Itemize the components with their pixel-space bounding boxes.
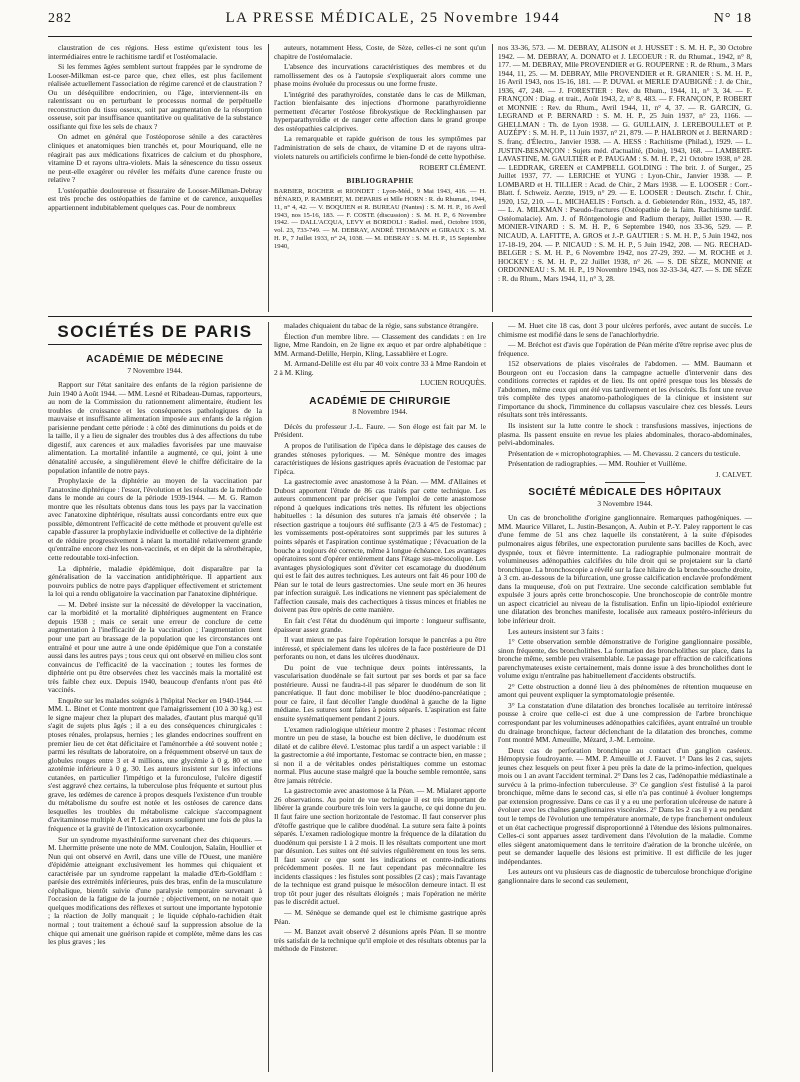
paragraph: 1° Cette observation semble démonstrative de l'origine ganglionnaire possible, sinon fréquente, des broncholithes. La formation des broncholithes sur place, dans la bronche même, semble peu vraisemblable. Le passage par effraction de calcifications parenchymateuses existe certainement, mais donne issue à des broncholithes dont le volume exigu n'entraîne pas habituellement d'accidents obstructifs. <box>498 637 752 681</box>
header-rule <box>48 36 752 37</box>
paragraph: — M. Banzet avait observé 2 désunions après Péan. Il se montre très satisfait de la technique qu'il emploie et des résultats obtenus par la méthode de Finsterer. <box>274 927 486 954</box>
paragraph: Un cas de broncholithe d'origine ganglionnaire. Remarques pathogéniques. — MM. Maurice Villaret, L. Justin-Besançon, A. Aubin et P.-Y. Paley rapportent le cas d'une femme de 51 ans chez laquelle ils constatèrent, à la suite d'épisodes pulmonaires aigus fébriles, une expectoration purulente sans bacilles de Koch, avec dyspnée, toux et fièvre intermittente. La radiographie pulmonaire montrait de volumineuses adénopathies calcifiées du hile droit qui se projetaient sur la clarté bronchique. La bronchoscopie a révélé sur la face hilaire de la bronche-souche droite, à 3 cm. au-dessous de la bifurcation, une grosse calcification enclavée profondément dans la muqueuse, d'où on put l'extraire. Une seconde calcification semblable fut expulsée 3 jours après cette bronchoscopie. Une bronchoscopie de contrôle montre un aspect cicatriciel au niveau de la fistulisation. Enfin un lipio-lipiodol extérieure une dilatation des bronches manifeste, localisée aux rameaux postéro-inférieurs du lobe inférieur droit. <box>498 513 752 625</box>
column-divider <box>268 44 269 312</box>
paragraph: Les auteurs ont vu plusieurs cas de diagnostic de tuberculose bronchique d'origine ganglionnaire dans le second cas seulement, <box>498 867 752 885</box>
bibliography-text: BARBIER, ROCHER et RIONDET : Lyon-Méd., 9 Mai 1943, 416. — H. BÉNARD, P. RAMBERT, M. DEPARIS et Mlle HORN : R. du Rhumat., 1944, 11, n° 4, 42. — V. BOQUIEN et R. BUREAU (Nantes) : S. M. H. P., 16 Avril 1943, nos 15-16, 183. — F. COSTE (discussion) : S. M. H. P., 6 Novembre 1942. — DALL'ACQUA, LEVY et BORDOLI : Radiol. med., Octobre 1936, vol. 23, 733-749. — M. DEBRAY, ANDRÉ THOMANN et GIRAUX : S. M. H. P., 7 Juillet 1933, n° 24, 1038. — M. DEBRAY : S. M. H. P., 15 Septembre 1940, <box>274 188 486 250</box>
paragraph: Enquête sur les malades soignés à l'hôpital Necker en 1940-1944. — MM. L. Binet et Conte montrent que l'amaigrissement (10 à 30 kg.) est le signe majeur chez la plupart des malades, d'autant plus marqué qu'il s'agit de sujets plus âgés ; il a eu des conséquences chirurgicales : ptoses rénales, prolapsus, hernies ; les glandes endocrines souffrent en premier lieu de cet état déficitaire et l'aménorrhée a été souvent notée ; parmi les résultats de laboratoire, on a fréquemment observé un taux de globules rouges entre 3 et 4 millions, une glycémie à 0 g. 80 et une azotémie inférieure à 0 g. 30. Les auteurs insistent sur les infections cutanées, en particulier l'impétigo et la furonculose, l'ulcère digestif s'est aggravé chez certains, la tuberculose plus fréquente et surtout plus grave, les œdèmes de carence à propos desquels l'existence d'un trouble du métabolisme du soufre est notée et les ostéoses de carence dans lesquelles les troubles du métabolisme calcique s'accompagnent d'avitaminose multiple A et P. Les auteurs soulignent une fois de plus la fréquence et la gravité de l'intoxication oxycarbonée. <box>48 695 262 833</box>
paragraph: claustration de ces régions. Hess estime qu'existent tous les intermédiaires entre le rachitisme tardif et l'ostéomalacie. <box>48 44 262 61</box>
paragraph: La gastrectomie avec anastomose à la Péan. — MM. d'Allaines et Dubost apportent l'étude de 86 cas traités par cette technique. Les auteurs commencent par préciser que l'emploi de cette anastomose répond à quelques indications très nettes. Ils réfutent les objections habituelles : la désunion des sutures n'a jamais été observée ; la résection gastrique a toujours été suffisante (2/3 à 4/5 de l'estomac) ; les vomissements post-opératoires sont supprimés par les sutures à points séparés et l'aspiration continue systématique ; l'évacuation de la bouche a toujours été correcte, même à longue échéance. Les avantages opératoires sont d'opérer entièrement dans l'étage sus-mésocolique. Les avantages physiologiques sont d'éviter cet escamotage du duodénum qui est le fait des autres techniques. Les auteurs ont fait 46 pour 100 de Péan sur le total de leurs gastrectomies. Une seule mort en 36 heures par infection suraiguë. Les indications ne viennent pas spécialement de l'affection causale, mais des cachectiques à tissus minces et friables ne doivent pas être opérés de cette manière. <box>274 477 486 615</box>
bibliography-continued: nos 33-36, 573. — M. DEBRAY, ALISON et J. HUSSET : S. M. H. P., 30 Octobre 1942. — M. DEBRAY, A. DONATO et J. LECOEUR : R. du Rhumat., 1942, n° 8, 177. — M. DEBRAY, Mlle PROVENDIER et G. ROUPERNE : R. de Rhum., 3 Mars 1944, 11, 25. — M. DEBRAY, Mlle PROVENDIER et R. GRANIER : S. M. H. P., 16 Avril 1943, nos 15-16, 181. — P. DUVAL et MERLE D'AUBIGNÉ : J. de Chir., 1936, 47, 248. — J. FORESTIER : Rev. du Rhum., 1944, 11, n° 3, 34. — F. FRANÇON : Diag. et trait., Août 1943, 2, n° 8, 483. — F. FRANÇON, P. ROBERT et MONNIE : Rev. du Rhum., Avril 1944, 11, n° 4, 37. — R. GARCIN, G. LEGRAND et P. BERNARD : S. M. H. P., 25 Juin 1937, n° 23, 1166. — GHELLMAN : Th. de Lyon 1938. — G. GUILLAIN, J. LEREBOULLET et P. AUZÉPY : S. M. H. P., 11 Juin 1937, n° 21, 879. — P. HALBRON et J. BERNARD : S. franç. d'Électro., Janvier 1938. — A. HESS : Rachitisme (Philad.), 1929. — L. JUSTIN-BESANÇON : Sujets méd. d'actualité, (Doin), 1943, 168. — LAMBERT-LAVASTINE, M. GAULTIER et P. PAUGAM : S. M. H. P., 21 Octobre 1938, n° 28. — LEDDRAK, GREEN et CAMPBELL GOLDING : The brit. J. of Surger., 25 Juillet 1937, 77. — LERICHE et YUNG : Lyon-Chir., Janvier 1938. — P. LOMBARD et H. TILLIER : Acad. de Chir., 2 Mars 1938. — E. LOOSER : Corr.-Blatt. f. Schweiz. Aerzte, 1919, n° 29. — E. LOOSER : Deutsch. Ztschr. f. Chir., 1920, 152, 210. — L. MICHAELIS : Fortsch. a. d. Gebietender Rön., 1932, 45, 187. — L. A. MILKMAN : Pseudo-fractures (Ostéopathie de la faim. Rachitisme tardif. Ostéomalacie). Am. J. of Röntgenologie and Radium therapy, Juillet 1930. — R. MONIER-VINARD : S. M. H. P., 6 Septembre 1940, nos 33-36, 529. — P. NICAUD, A. LAFITTE, A. GROS et J.-P. GAUTIER : S. M. H. P., 5 Juin 1942, nos 17-18-19, 204. — P. NICAUD : S. M. H. P., 5 Juin 1942, 208. — NG. RECHAD-BELGER : S. M. H. P., 6 Novembre 1942, nos 27-29, 392. — M. ROCHE et J. HOCKEY : S. M. H. P., 22 Juillet 1938, n° 26. — S. DE SÈZE, MONNIE et ORDONNEAU : S. M. H. P., 19 Novembre 1943, nos 32-33-34, 427. — S. DE SÈZE : R. du Rhum., Mars 1944, 11, n° 3, 28. <box>498 44 752 283</box>
article-column-2 <box>274 44 486 312</box>
paragraph: — M. Huet cite 18 cas, dont 3 pour ulcères perforés, avec autant de succès. Le chimisme est modifié dans le sens de l'anachlorhydrie. <box>498 322 752 339</box>
paragraph: La gastrectomie avec anastomose à la Péan. — M. Mialaret apporte 26 observations. Au point de vue technique il est très important de libérer la grande courbure très loin vers la gauche, ce qui donne du jeu. Il faut faire une section horizontale de l'estomac. Il faut conserver plus d'étoffe gastrique que le calibre duodénal. La suture sera faite à points séparés. L'examen radiologique montre la fréquence de la dilatation du duodénum qui persiste 1 à 2 mois. Il les résultats comportent une mort par désunion. Les suites ont été suivies régulièrement en tous les sens. Il faut savoir ce que sont les indications et contre-indications précédemment posées. Il ne faut cependant pas méconnaître les incidents classiques : les fistules sont possibles (2 cas) ; mais l'avantage de la technique est grand puisque le mésocôlon demeure intact. Il est trop tôt pour juger des résultats éloignés ; mais l'opération ne mérite pas le discrédit actuel. <box>274 786 486 907</box>
separator <box>605 482 645 483</box>
column-divider <box>492 322 493 1072</box>
paragraph: Sur un syndrome myasthéniforme survenant chez des chiqueurs. — M. Lhermitte présente une note de MM. Couloujon, Salaün, Houllier et Nun qui ont observé en Avril, dans une ville de l'Ouest, une manière d'épidémie atteignant exclusivement les hommes qui chiquaient et caractérisée par un syndrome rappelant la maladie d'Erb-Goldflam : parésie des extrémités inférieures, puis des bras, enfin de la musculature céphalique, bientôt suivie d'une paralysie temporaire survenant à l'occasion de la fatigue de la journée ; objectivement, on ne notait que quelques modifications des réflexes et surtout une importante hypotonie ; la réaction de Jolly manquait ; le liquide céphalo-rachidien était normal ; tout traitement a échoué sauf la suppression absolue de la chique qui amenait une guérison rapide et complète, même dans les cas les plus graves ; les <box>48 834 262 947</box>
bibliography-title: BIBLIOGRAPHIE <box>346 175 414 185</box>
journal-title: LA PRESSE MÉDICALE, 25 Novembre 1944 <box>225 10 561 26</box>
report-author: J. CALVET. <box>715 469 752 479</box>
paragraph: Prophylaxie de la diphtérie au moyen de la vaccination par l'anatoxine diphtérique : l'essor, l'évolution et les résultats de la méthode dans le monde au cours de la période 1939-1944. — M. G. Ramon montre que les résultats obtenus dans tous les pays par la vaccination avec l'anatoxine diphtérique, résultats aussi concordants entre eux que possible, démontrent l'efficacité de cette méthode et prouvent qu'elle est capable d'assurer la prophylaxie individuelle et collective de la diphtérie et de réduire progressivement à néant la mortalité relativement grande qu'entraîne encore chez les non-vaccinés, et en dépit de la sérothérapie, cette redoutable toxi-infection. <box>48 476 262 563</box>
paragraph: L'absence des incurvations caractéristiques des membres et du ramollissement des os à l'autopsie s'expliquerait alors comme une phase moins évoluée du processus ou une forme fruste. <box>274 62 486 89</box>
paragraph: L'examen radiologique ultérieur montre 2 phases : l'estomac récent montre un peu de stase, la bouche est bien déclive, le duodénum est dilaté et de calibre élevé. L'estomac plus tardif a un aspect variable : il la gastrectomie a été importante, l'estomac se contracte bien, en masse ; si non il a de véritables ondes péristaltiques comme un estomac normal. Plus aucune stase malgré que la bouche semble remontée, sans être jamais rétrécie. <box>274 724 486 785</box>
paragraph: Décès du professeur J.-L. Faure. — Son éloge est fait par M. le Président. <box>274 421 486 440</box>
paragraph: 3° La constatation d'une dilatation des bronches localisée au territoire intéressé pousse à croire que celle-ci est due à une compression de l'arbre bronchique correspondant par les volumineuses adénopathies calcifiées, ayant entraîné un trouble du drainage bronchique, facteur déclenchant de la dilatation des bronches, comme l'ont montré MM. Ameuille, Mézard, J.-M. Lemoine. <box>498 700 752 745</box>
paragraph: En fait c'est l'état du duodénum qui importe : longueur suffisante, épaisseur assez grande. <box>274 615 486 634</box>
section-title-rule <box>48 344 262 345</box>
society-column-3 <box>498 322 752 1072</box>
paragraph: 2° Cette obstruction a donné lieu à des phénomènes de rétention muqueuse en amont qui peuvent expliquer la symptomatologie présentée. <box>498 681 752 700</box>
section-title: SOCIÉTÉS DE PARIS <box>57 322 253 341</box>
society-column-1 <box>48 350 262 1072</box>
paragraph: Les auteurs insistent sur 3 faits : <box>508 626 604 636</box>
paragraph: On admet en général que l'ostéoporose sénile a des caractères cliniques et anatomiques bien tranchés et, pour Mouriquand, elle ne réagirait pas aux médications fixatrices de calcium et du phosphore, vitamine D et rayons ultra-violets. Mais la sénescence du tissu osseux ne peut-elle exagérer ou révéler les méfaits d'une carence fruste ou relative ? <box>48 132 262 185</box>
paragraph: — M. Debré insiste sur la nécessité de développer la vaccination, car la morbidité et la mortalité diphtériques augmentent en France depuis 1938 ; mais ce serait une erreur de conclure de cette augmentation à l'inefficacité de la vaccination ; l'augmentation tient pour une part au brassage de la population que les circonstances ont entraîné et pour une autre à une onde épidémique que l'on a constatée aussi dans les autres pays ; tous ceux qui ont observé en milieu clos sont convaincus de l'efficacité de la vaccination ; toutes les formes de diphtérie ont pu être observées chez les vaccinés mais la mortalité est très faible chez eux. Depuis 1940, beaucoup d'enfants n'ont pas été vaccinés. <box>48 599 262 695</box>
paragraph: Élection d'un membre libre. — Classement des candidats : en 1re ligne, Mme Randoin, en 2e ligne ex æquo et par ordre alphabétique : MM. Armand-Delille, Herpin, Kling, Lassablière et Logre. <box>274 331 486 358</box>
paragraph: Il vaut mieux ne pas faire l'opération lorsque le pancréas a pu être intéressé, et spécialement dans les ulcères de la face postérieure de D1 perforants ou non, et dans les ulcères duodénaux. <box>274 635 486 662</box>
paragraph: A propos de l'utilisation de l'ipéca dans le dépistage des causes de grandes sténoses pyloriques. — M. Sénèque montre des images caractéristiques de lésions gastriques après évacuation de l'estomac par l'ipéca. <box>274 441 486 476</box>
paragraph: auteurs, notamment Hess, Coste, de Sèze, celles-ci ne sont qu'un chapitre de l'ostéomalacie. <box>274 44 486 61</box>
paragraph: 152 observations de plaies viscérales de l'abdomen. — MM. Baumann et Bourgeon ont eu l'occasion dans la campagne actuelle d'intervenir dans des conditions correctes et rapides et de lieu. Ils ont opéré presque tous les blessés de l'abdomen, même ceux qui ont été vus tardivement et les éviscérés. Ils font une revue très complète des types anatomo-pathologiques de la clinique et insistent sur l'importance du shock, l'imminence du collapsus vasculaire chez ces blessés. Leurs résultats sont très intéressants. <box>498 359 752 420</box>
society-heading: SOCIÉTÉ MÉDICALE DES HÔPITAUX <box>528 487 722 499</box>
paragraph: Présentation de radiographies. — MM. Rouhier et Vuillème. <box>508 459 687 469</box>
paragraph: Rapport sur l'état sanitaire des enfants de la région parisienne de Juin 1940 à Août 1944. — MM. Lesné et Ribadeau-Dumas, rapporteurs, au nom de la Commission du rationnement alimentaire, étudient les troubles de croissance et les conséquences pathologiques de la mauvaise et insuffisante alimentation imposée aux enfants de la région parisienne pendant cette période : à côté des diminutions du poids et de la taille, il y a lieu de signaler des troubles dus à des affections du tube digestif, aux carences et aux maladies favorisées par une mauvaise alimentation. La mortalité infantile a augmenté, ce qui, joint à une dénatalité accusée, a singulièrement élevé le chiffre déficitaire de la population infantile de notre pays. <box>48 380 262 475</box>
session-date: 7 Novembre 1944. <box>127 365 183 375</box>
paragraph: La diphtérie, maladie épidémique, doit disparaître par la généralisation de la vaccination antidiphtérique. Il appartient aux pouvoirs publics de notre pays d'appliquer effectivement et strictement la loi qui a rendu obligatoire la vaccination par l'anatoxine diphtérique. <box>48 563 262 599</box>
bibliography-column-3 <box>498 44 752 312</box>
column-divider <box>492 44 493 312</box>
paragraph: — M. Bréchot est d'avis que l'opération de Péan mérite d'être reprise avec plus de fréquence. <box>498 340 752 358</box>
report-author: LUCIEN ROUQUÈS. <box>420 378 486 388</box>
paragraph: L'ostéopathie douloureuse et fissuraire de Looser-Milkman-Debray est très proche des ostéopathies de famine et de carence, auxquelles appartiennent indubitablement quelques cas. Pour de nombreux <box>48 185 262 212</box>
paragraph: Du point de vue technique deux points intéressants, la vascularisation duodénale se fait surtout par ses bords et par sa face postérieure. Aussi ne faudra-t-il pas séparer le duodénum de son lit pancréatique. Il faut donc mobiliser le bloc duodéno-pancréatique ; pour ce faire, il faut décoller l'angle duodénal à gauche de la ligne médiane. Les sutures sont faites à points séparés. L'aspiration est faite ensuite systématiquement pendant 2 jours. <box>274 662 486 723</box>
session-date: 3 Novembre 1944. <box>597 498 653 508</box>
paragraph: Présentation de « microphotographies. — M. Chevassu. 2 cancers du testicule. <box>508 448 741 458</box>
society-column-2 <box>274 322 486 1072</box>
paragraph: — M. Sénèque se demande quel est le chimisme gastrique après Péan. <box>274 908 486 926</box>
separator <box>360 391 400 392</box>
paragraph: malades chiquaient du tabac de la régie, sans substance étrangère. <box>284 322 479 330</box>
paragraph: Si les femmes âgées semblent surtout frappées par le syndrome de Looser-Milkman est-ce parce que, chez elles, est plus facilement réalisée actuellement l'association de régime carencé et de claustration ? Ou un déséquilibre endocrinien, ou l'âge, interviennent-ils en ralentissant ou en perturbant le processus normal de perpétuelle reconstruction du tissu osseux, soit par augmentation de la résorption osseuse, soit par insuffisance quantitative ou qualitative de la substance ossifiante qui fixe les sels de chaux ? <box>48 62 262 131</box>
paragraph: Ils insistent sur la lutte contre le shock : transfusions massives, injections de plasma. Ils passent ensuite en revue les plaies abdominales, thoraco-abdominales, pelvi-abdominales. <box>498 421 752 448</box>
issue-number: N° 18 <box>713 11 752 26</box>
section-rule <box>48 316 752 317</box>
academy-heading: ACADÉMIE DE CHIRURGIE <box>309 395 451 407</box>
academy-heading: ACADÉMIE DE MÉDECINE <box>86 354 224 365</box>
page-number: 282 <box>48 11 72 26</box>
article-author: ROBERT CLÉMENT. <box>419 163 486 173</box>
page-header <box>48 10 752 34</box>
column-divider <box>268 322 269 1072</box>
paragraph: L'intégrité des parathyroïdes, constatée dans le cas de Milkman, l'action bienfaisante des injections d'hormone parathyroïdienne permettent d'écarter l'ostéose fibrokystique de Recklinghausen par hyperparathyroïdie et de ranger cette affection dans le grand groupe des ostéopathies calciprives. <box>274 89 486 133</box>
paragraph: La remarquable et rapide guérison de tous les symptômes par l'administration de sels de chaux, de vitamine D et de rayons ultra-violets naturels ou artificiels confirme le bien-fondé de cette hypothèse. <box>274 134 486 161</box>
paragraph: M. Armand-Delille est élu par 40 voix contre 33 à Mme Randoin et 2 à M. Kling. <box>274 359 486 377</box>
article-column-1 <box>48 44 262 312</box>
paragraph: Deux cas de perforation bronchique au contact d'un ganglion caséeux. Hémoptysie foudroyante. — MM. P. Ameuille et J. Fauvet. 1° Dans les 2 cas, sujets jeunes chez lesquels on peut fixer à peu près la date de la primo-infection, quelques mois ou 1 an avant l'accident terminal. 2° Dans les 2 cas, l'adénopathie médiastinale a survécu à la primo-infection tuberculeuse. 3° Ce ganglion s'est fistulisé à la paroi bronchique, même dans le second cas, si elle n'a pas continué à évoluer longtemps par extension progressive. Dans ce cas il y a eu une perforation ulcéreuse de nature à évoluer avec les chaînes ganglionnaires viscérales. 2° Dans les 2 cas il y a eu pendant tout le temps de l'évolution une température anormale, de type franchement onduleux et un état cachectique progressif disproportionné à l'étendue des lésions pulmonaires. Celles-ci sont apparues assez tardivement dans l'évolution de la maladie. Comme elles siègent anatomiquement dans le territoire d'aération de la bronche ulcérée, on peut se demander laquelle des lésions est primitive. Il est difficile de les juger indépendantes. <box>498 745 752 866</box>
session-date: 8 Novembre 1944. <box>352 407 408 417</box>
